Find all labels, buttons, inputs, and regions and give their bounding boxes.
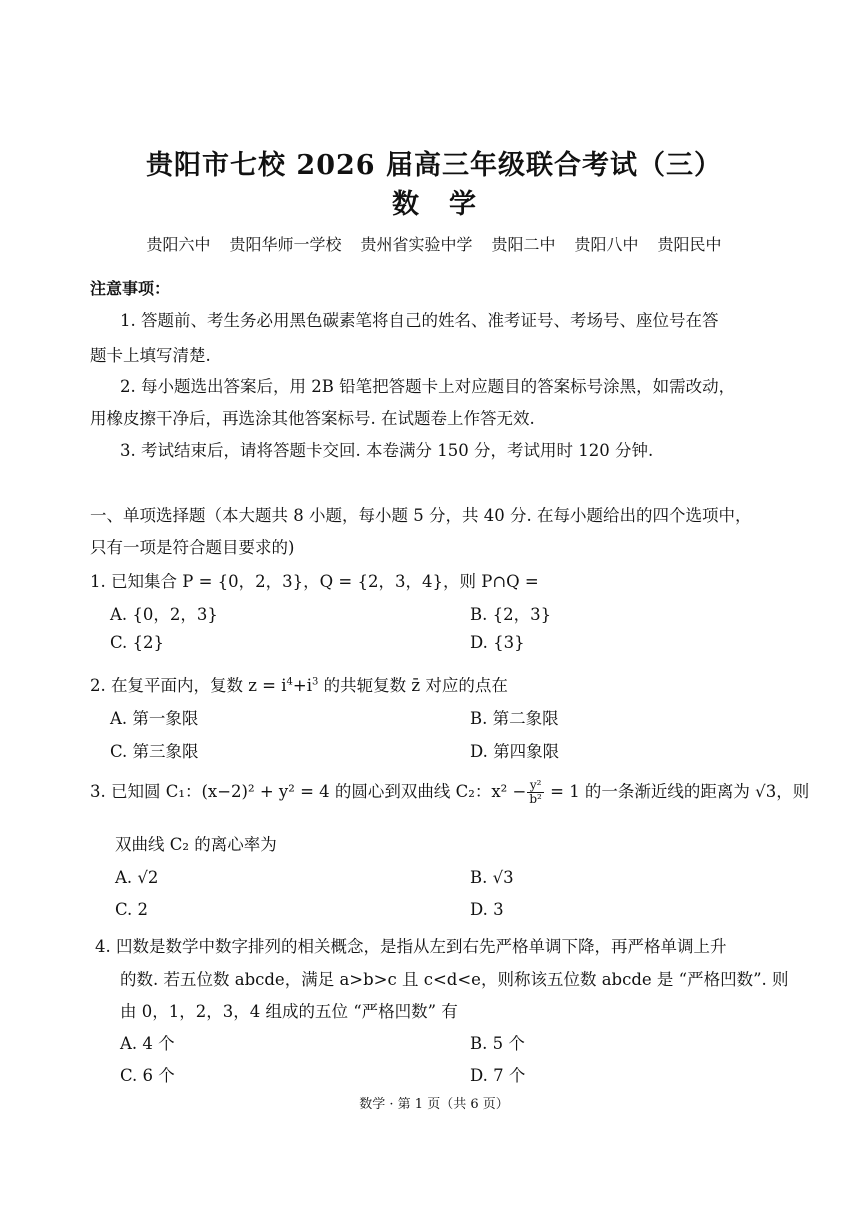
q3-stem-pre: 3. 已知圆 C₁：(x−2)² + y² = 4 的圆心到双曲线 C₂：x² − [90, 782, 527, 801]
q2-exponent-2: 3 [312, 676, 319, 688]
notice-item-1: 1. 答题前、考生务必用黑色碳素笔将自己的姓名、准考证号、考场号、座位号在答 [120, 311, 719, 330]
school-name: 贵阳华师一学校 [229, 235, 342, 254]
q4-option-b: B. 5 个 [470, 1034, 525, 1053]
q3-option-b [470, 868, 514, 887]
q4-option-a: A. 4 个 [120, 1034, 175, 1053]
school-name: 贵阳六中 [146, 235, 211, 254]
question-3-stem-cont: 双曲线 C₂ 的离心率为 [115, 835, 277, 854]
q2-stem-mid: +i [292, 676, 313, 695]
exam-title: 贵阳市七校 2026 届高三年级联合考试（三） [146, 150, 722, 181]
q2-stem-post: 的共轭复数 z̄ 对应的点在 [318, 676, 508, 695]
q1-option-d: D. {3} [470, 633, 525, 652]
q3-fraction [527, 779, 544, 806]
question-4-stem-cont: 的数. 若五位数 abcde，满足 a>b>c 且 c<d<e，则称该五位数 abcde 是 “严格凹数”. 则 [120, 970, 789, 989]
q3-option-d: D. 3 [470, 900, 504, 919]
q3-option-a-value: √2 [137, 868, 159, 887]
question-4-stem-cont-2: 由 0，1，2，3，4 组成的五位 “严格凹数” 有 [120, 1002, 458, 1021]
q2-option-a: A. 第一象限 [110, 709, 199, 728]
q2-option-b: B. 第二象限 [470, 709, 559, 728]
q3-stem-post: = 1 的一条渐近线的距离为 √3，则 [544, 782, 810, 801]
q3-option-b-label: B. [470, 868, 488, 887]
question-3-stem [90, 778, 809, 806]
q1-option-c: C. {2} [110, 633, 165, 652]
q3-fraction-denominator: b² [529, 792, 542, 806]
q2-option-c: C. 第三象限 [110, 742, 199, 761]
exam-subject: 数学 [392, 189, 506, 220]
school-list [0, 232, 868, 255]
question-4-stem: 4. 凹数是数学中数字排列的相关概念，是指从左到右先严格单调下降，再严格单调上升 [95, 937, 727, 956]
page-footer: 数学 · 第 1 页（共 6 页） [359, 1097, 509, 1112]
q2-stem-pre: 2. 在复平面内，复数 z = i [90, 676, 287, 695]
section-heading: 一、单项选择题（本大题共 8 小题，每小题 5 分，共 40 分. 在每小题给出的四个选项中， [90, 506, 752, 525]
question-2-stem [90, 672, 508, 696]
notice-item-2: 2. 每小题选出答案后，用 2B 铅笔把答题卡上对应题目的答案标号涂黑，如需改动， [120, 377, 736, 396]
question-1-stem: 1. 已知集合 P = {0，2，3}，Q = {2，3，4}，则 P∩Q = [90, 572, 539, 591]
notice-item-2-cont: 用橡皮擦干净后，再选涂其他答案标号. 在试题卷上作答无效. [90, 409, 535, 428]
q4-option-c: C. 6 个 [120, 1066, 175, 1085]
q3-option-a [115, 868, 158, 887]
q3-option-b-value: √3 [492, 868, 514, 887]
q2-exponent-1: 4 [286, 676, 293, 688]
q1-option-a: A. {0，2，3} [110, 605, 218, 624]
notice-item-1-cont: 题卡上填写清楚. [90, 346, 211, 365]
q3-option-c: C. 2 [115, 900, 149, 919]
section-heading-cont: 只有一项是符合题目要求的) [90, 538, 295, 557]
q1-option-b: B. {2，3} [470, 605, 552, 624]
school-name: 贵州省实验中学 [360, 235, 473, 254]
school-name: 贵阳八中 [574, 235, 639, 254]
notice-item-3: 3. 考试结束后，请将答题卡交回. 本卷满分 150 分，考试用时 120 分钟. [120, 441, 654, 460]
notice-heading: 注意事项： [90, 279, 171, 298]
school-name: 贵阳民中 [657, 235, 722, 254]
school-name: 贵阳二中 [491, 235, 556, 254]
q3-fraction-numerator: y² [527, 779, 544, 793]
q4-option-d: D. 7 个 [470, 1066, 526, 1085]
q3-option-a-label: A. [115, 868, 133, 887]
q2-option-d: D. 第四象限 [470, 742, 560, 761]
